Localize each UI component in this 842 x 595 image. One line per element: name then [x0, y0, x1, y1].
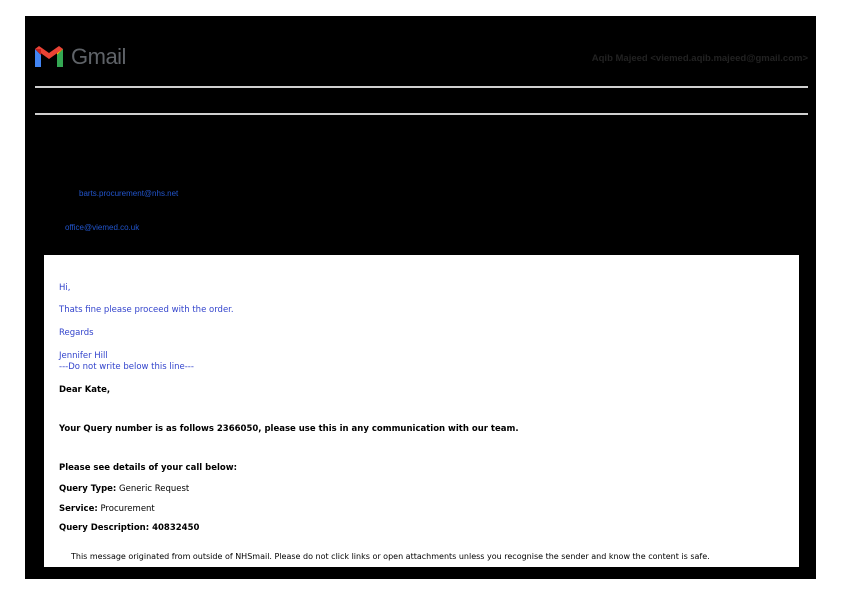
query-type-label: Query Type:	[59, 484, 117, 494]
separator-line: ---Do not write below this line---	[59, 362, 194, 372]
account-email: Aqib Majeed <viemed.aqib.majeed@gmail.com>	[591, 53, 808, 64]
greeting: Hi,	[59, 283, 71, 293]
query-description-value: 40832450	[152, 523, 200, 533]
recipient-email-link[interactable]: office@viemed.co.uk	[65, 223, 140, 232]
message-line: Thats fine please proceed with the order.	[59, 305, 234, 315]
service-value: Procurement	[100, 504, 155, 514]
message-body	[44, 255, 799, 567]
query-number-text: Your Query number is as follows 2366050, please use this in any communication with our team.	[59, 424, 519, 434]
service-label: Service:	[59, 504, 98, 514]
regards: Regards	[59, 328, 94, 338]
query-type-value: Generic Request	[119, 484, 190, 494]
service-row	[59, 504, 155, 514]
gmail-logo	[33, 45, 126, 69]
external-warning: This message originated from outside of NHSmail. Please do not click links or open attachments unless you recognise the sender and know the content is safe.	[71, 552, 710, 561]
signature: Jennifer Hill	[59, 351, 108, 361]
query-description-label: Query Description:	[59, 523, 150, 533]
subject-divider	[35, 113, 808, 115]
query-description-row	[59, 523, 199, 533]
sender-email-link[interactable]: barts.procurement@nhs.net	[79, 189, 179, 198]
details-intro: Please see details of your call below:	[59, 463, 237, 473]
query-type-row	[59, 484, 189, 494]
logo-text: Gmail	[71, 44, 126, 69]
header-divider	[35, 86, 808, 88]
email-page	[25, 16, 816, 579]
salutation: Dear Kate,	[59, 385, 111, 395]
gmail-logo-icon	[33, 45, 65, 69]
